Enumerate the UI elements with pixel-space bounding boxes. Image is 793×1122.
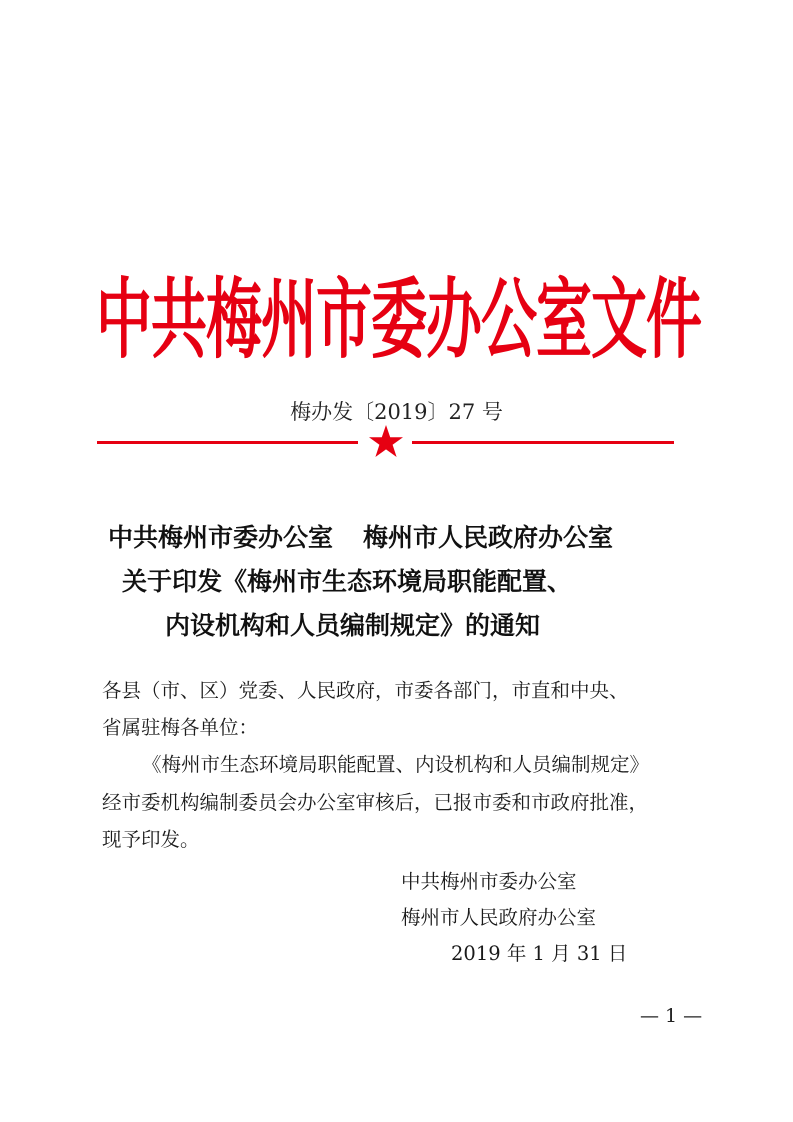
body-line: 现予印发。 bbox=[102, 828, 200, 851]
body-line: 经市委机构编制委员会办公室审核后，已报市委和市政府批准， bbox=[102, 791, 649, 814]
title-org-1: 中共梅州市委办公室 bbox=[108, 523, 334, 552]
red-divider-right bbox=[412, 441, 674, 444]
body-line: 省属驻梅各单位： bbox=[102, 716, 259, 739]
body-line: 《梅州市生态环境局职能配置、内设机构和人员编制规定》 bbox=[142, 753, 650, 776]
title-org-2: 梅州市人民政府办公室 bbox=[363, 523, 614, 552]
title-line-3: 内设机构和人员编制规定》的通知 bbox=[165, 611, 541, 640]
page-number: — 1 — bbox=[640, 1005, 703, 1027]
signature-org-1: 中共梅州市委办公室 bbox=[401, 870, 577, 893]
body-line: 各县（市、区）党委、人民政府，市委各部门，市直和中央、 bbox=[102, 679, 629, 702]
red-divider-left bbox=[97, 441, 358, 444]
signature-org-2: 梅州市人民政府办公室 bbox=[401, 906, 597, 929]
signature-date: 2019 年 1 月 31 日 bbox=[451, 942, 628, 965]
masthead-title: 中共梅州市委办公室文件 bbox=[96, 270, 701, 372]
title-line-2: 关于印发《梅州市生态环境局职能配置、 bbox=[122, 567, 573, 596]
document-number: 梅办发〔2019〕27 号 bbox=[290, 400, 503, 424]
star-icon bbox=[368, 425, 404, 459]
title-line-1 bbox=[108, 516, 613, 560]
star-icon-shape bbox=[369, 425, 403, 457]
